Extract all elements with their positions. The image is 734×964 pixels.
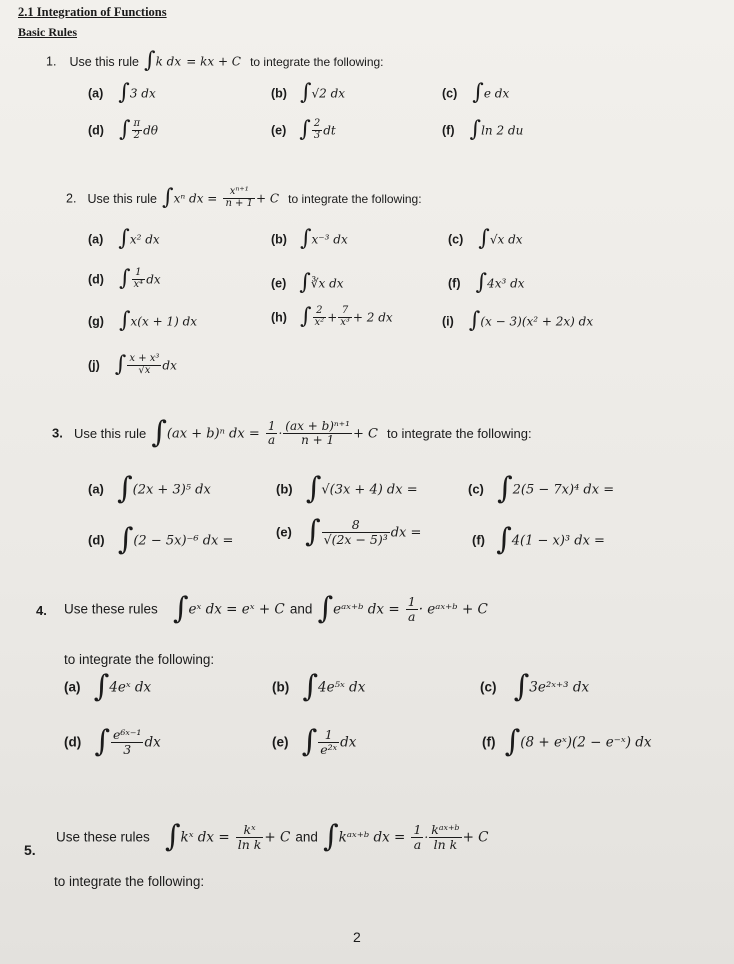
item-label: (b) — [271, 232, 287, 247]
q2-item-e — [271, 272, 344, 294]
integral-sign: ∫ — [468, 308, 481, 333]
q4-item-e — [272, 724, 357, 759]
q2-tail: to integrate the following: — [288, 191, 422, 206]
q5-rule-line: Use these rules ∫kˣ dx = $\frac{\text{kˣ}}{\text{ln k}}$ + C and ∫kᵃˣ⁺ᵇ dx = $\frac{1}{a}$ · $\frac{\text{kᵃˣ⁺ᵇ}}{\text{ln k}}$ + C — [56, 819, 489, 854]
q1-item-d — [88, 119, 158, 141]
integrand: (8 + eˣ)(2 − e⁻ˣ) dx — [520, 734, 652, 751]
q3-lead: Use this rule — [73, 425, 147, 441]
q1-rule-rhs: = kx + C — [186, 54, 241, 69]
q2-rule-lhs: xⁿ dx = — [173, 191, 218, 206]
q2-rule-line — [66, 187, 422, 209]
denominator: a — [413, 836, 422, 852]
numerator: e⁶ˣ⁻¹ — [112, 727, 142, 743]
integral-sign: ∫ — [117, 522, 134, 557]
denominator: x² — [314, 316, 325, 328]
q4-and: and — [289, 601, 313, 617]
numerator: (ax + b)ⁿ⁺¹ — [285, 418, 350, 433]
integral-sign: ∫ — [172, 591, 189, 626]
integral-sign: ∫ — [323, 819, 339, 854]
integral-sign: ∫ — [162, 185, 174, 210]
integral-sign: ∫ — [93, 669, 110, 704]
numerator: 2 — [313, 306, 327, 318]
q4-rule-2-tail: · eᵃˣ⁺ᵇ + C — [418, 601, 488, 618]
q3-item-f — [472, 522, 605, 557]
q4-lead: Use these rules — [64, 601, 158, 617]
item-label: (c) — [448, 232, 464, 247]
integral-sign: ∫ — [304, 514, 321, 549]
q1-rule-lhs: k dx — [155, 54, 182, 69]
item-label: (f) — [448, 276, 461, 291]
q2-number: 2. — [66, 191, 77, 206]
item-label: (c) — [442, 86, 458, 101]
differential: dθ — [143, 123, 159, 138]
q2-lead: Use this rule — [87, 191, 158, 206]
denominator: e²ˣ — [320, 741, 338, 757]
item-label: (g) — [88, 314, 104, 329]
item-label: (d) — [88, 532, 105, 548]
item-label: (f) — [442, 123, 455, 138]
q2-item-j — [88, 354, 177, 376]
integral-sign: ∫ — [299, 117, 311, 142]
integrand: (2x + 3)⁵ dx — [132, 482, 211, 498]
denominator: a — [408, 608, 416, 624]
q4-number: 4. — [36, 603, 47, 618]
q3-item-c — [468, 471, 615, 506]
integral-sign: ∫ — [302, 669, 318, 704]
integral-sign: ∫ — [164, 819, 181, 854]
integral-sign: ∫ — [472, 80, 484, 105]
numerator: kˣ — [236, 823, 264, 837]
integral-sign: ∫ — [116, 471, 133, 506]
integrand: x⁻³ dx — [311, 232, 348, 247]
q1-item-a — [88, 82, 156, 104]
item-label: (a) — [88, 86, 104, 101]
integrand: √x dx — [489, 232, 523, 247]
integral-sign: ∫ — [305, 471, 322, 506]
numerator: 1 — [318, 728, 339, 742]
item-label: (d) — [64, 734, 82, 750]
numerator: 8 — [322, 518, 390, 532]
differential: dx — [144, 734, 161, 751]
integral-sign: ∫ — [469, 117, 482, 142]
q3-item-e — [276, 514, 422, 549]
item-label: (d) — [88, 272, 104, 287]
item-label: (a) — [88, 481, 104, 497]
integral-sign: ∫ — [300, 226, 312, 251]
integrand: 3e²ˣ⁺³ dx — [529, 679, 590, 696]
integral-sign: ∫ — [119, 308, 131, 333]
page-number: 2 — [353, 929, 361, 945]
denominator: ln k — [433, 836, 458, 852]
integrand: x² dx — [129, 232, 160, 247]
denominator: 3 — [313, 129, 321, 141]
q3-number: 3. — [52, 425, 63, 441]
q1-rule-line — [46, 50, 384, 72]
q3-rule-tail: + C — [352, 426, 378, 442]
q2-item-h: (h) ∫ $\frac{2}{\text{x²}}$ + $\frac{7}{\text{x³}}$ + 2 dx — [271, 304, 393, 329]
integrand: 4x³ dx — [487, 276, 525, 291]
differential: dx — [146, 272, 161, 287]
q5-rule-1-lhs: kˣ dx = — [180, 829, 230, 846]
integral-sign: ∫ — [119, 266, 131, 291]
q4-item-a — [64, 669, 152, 704]
numerator: 1 — [267, 418, 276, 433]
numerator: 1 — [407, 594, 416, 610]
integrand: 4(1 − x)³ dx = — [511, 533, 605, 549]
integrand: ∛x dx — [310, 276, 344, 291]
section-subtitle: Basic Rules — [18, 25, 78, 39]
differential: dx — [162, 358, 177, 373]
denominator: √x — [138, 364, 151, 376]
section-title: 2.1 Integration of Functions — [18, 5, 167, 19]
denominator: n + 1 — [301, 432, 335, 447]
q5-lead: Use these rules — [56, 829, 150, 845]
item-label: (d) — [88, 123, 104, 138]
q2-rule-tail: + C — [255, 191, 280, 206]
item-label: (e) — [276, 524, 292, 540]
integral-sign: ∫ — [119, 117, 131, 142]
q3-item-b — [276, 471, 418, 506]
q4-item-c — [480, 669, 590, 704]
differential: dt — [323, 123, 336, 138]
q1-lead: Use this rule — [69, 54, 140, 69]
q3-item-d — [88, 522, 234, 557]
denominator: 3 — [123, 741, 132, 757]
numerator: kᵃˣ⁺ᵇ — [431, 822, 460, 838]
integrand: 2(5 − 7x)⁴ dx = — [512, 482, 615, 498]
q5-rule-1-tail: + C — [264, 829, 291, 846]
q3-tail: to integrate the following: — [387, 425, 532, 441]
item-label: (b) — [271, 86, 287, 101]
q5-rule-2-lhs: kᵃˣ⁺ᵇ dx = — [338, 829, 406, 846]
denominator: √(2x − 5)³ — [323, 531, 388, 547]
integrand: √(3x + 4) dx = — [321, 482, 418, 498]
q2-item-i — [442, 310, 593, 332]
integrand: e dx — [483, 86, 510, 101]
q2-item-f — [448, 272, 525, 294]
numerator: 2 — [313, 118, 321, 129]
q2-item-b — [271, 228, 348, 250]
q1-item-f — [442, 119, 523, 141]
integrand: 4e⁵ˣ dx — [317, 679, 366, 696]
integral-sign: ∫ — [151, 415, 167, 450]
integral-sign: ∫ — [300, 304, 312, 329]
q2-item-c — [448, 228, 523, 250]
q4-item-b — [272, 669, 366, 704]
q2-item-a — [88, 228, 160, 250]
item-label: (f) — [472, 532, 485, 548]
integral-sign: ∫ — [496, 522, 512, 557]
q3-rule-lhs: (ax + b)ⁿ dx = — [166, 426, 260, 442]
q3-rule-line: 3. Use this rule ∫(ax + b)ⁿ dx = $\frac{1}{a}$ · $\frac{\text{(ax + b)ⁿ⁺¹}}{n + 1}$ + C to integrate the following: — [52, 415, 532, 450]
integral-sign: ∫ — [114, 352, 127, 377]
integral-sign: ∫ — [496, 471, 513, 506]
integral-sign: ∫ — [94, 724, 110, 759]
item-label: (h) — [271, 310, 287, 325]
q4-tail: to integrate the following: — [64, 652, 215, 667]
integral-sign: ∫ — [513, 669, 530, 704]
integrand: x(x + 1) dx — [130, 314, 198, 329]
denominator: a — [268, 432, 276, 447]
q3-item-a — [88, 471, 211, 506]
numerator: x + x³ — [129, 353, 160, 364]
numerator: 7 — [338, 306, 352, 318]
denominator: x³ — [340, 316, 350, 328]
q2-item-g — [88, 310, 197, 332]
integrand: (x − 3)(x² + 2x) dx — [480, 314, 594, 329]
q5-tail: to integrate the following: — [54, 874, 205, 889]
numerator: 1 — [413, 822, 422, 838]
q1-item-b — [271, 82, 345, 104]
q5-and: and — [295, 829, 318, 845]
item-label: (e) — [271, 123, 287, 138]
differential: dx = — [390, 525, 422, 541]
differential: dx — [340, 734, 357, 751]
integrand: √2 dx — [311, 86, 346, 101]
item-label: (f) — [482, 734, 496, 750]
integral-sign: ∫ — [300, 80, 312, 105]
integrand: 4eˣ dx — [109, 679, 152, 696]
q2-item-d — [88, 268, 161, 290]
integral-sign: ∫ — [475, 270, 488, 295]
q4-rule-line — [64, 591, 488, 626]
item-label: (c) — [480, 679, 497, 695]
denominator: ln k — [237, 836, 262, 852]
q1-number: 1. — [46, 54, 57, 69]
item-label: (e) — [271, 276, 287, 291]
q4-item-d — [64, 724, 161, 759]
q5-number: 5. — [24, 842, 36, 858]
integral-sign: ∫ — [118, 80, 130, 105]
q1-item-c — [442, 82, 509, 104]
integrand-tail: + 2 dx — [352, 310, 393, 325]
integral-sign: ∫ — [118, 226, 130, 251]
integrand: 3 dx — [129, 86, 156, 101]
numerator: xⁿ⁺¹ — [223, 187, 255, 199]
denominator: 2 — [133, 129, 140, 141]
numerator: π — [133, 118, 141, 129]
item-label: (j) — [88, 358, 100, 373]
denominator: x⁴ — [133, 278, 144, 290]
item-label: (b) — [272, 679, 290, 695]
integral-sign: ∫ — [504, 724, 521, 759]
integral-sign: ∫ — [478, 226, 490, 251]
item-label: (b) — [276, 481, 293, 497]
integral-sign: ∫ — [299, 270, 311, 295]
integral-sign: ∫ — [301, 724, 318, 759]
item-label: (i) — [442, 314, 454, 329]
q1-item-e — [271, 119, 336, 141]
item-label: (a) — [88, 232, 104, 247]
item-label: (a) — [64, 679, 81, 695]
q1-tail: to integrate the following: — [250, 54, 384, 69]
numerator: 1 — [132, 268, 146, 280]
integrand: (2 − 5x)⁻⁶ dx = — [133, 533, 234, 549]
q4-item-f — [482, 724, 652, 759]
q4-rule-2-lhs: eᵃˣ⁺ᵇ dx = — [333, 601, 400, 618]
integrand: ln 2 du — [481, 123, 524, 138]
denominator: n + 1 — [225, 197, 253, 209]
q5-rule-2-tail: + C — [462, 829, 489, 846]
item-label: (e) — [272, 734, 289, 750]
integral-sign: ∫ — [144, 48, 156, 73]
item-label: (c) — [468, 481, 484, 497]
integral-sign: ∫ — [317, 591, 334, 626]
q4-rule-1: eˣ dx = eˣ + C — [188, 601, 285, 618]
